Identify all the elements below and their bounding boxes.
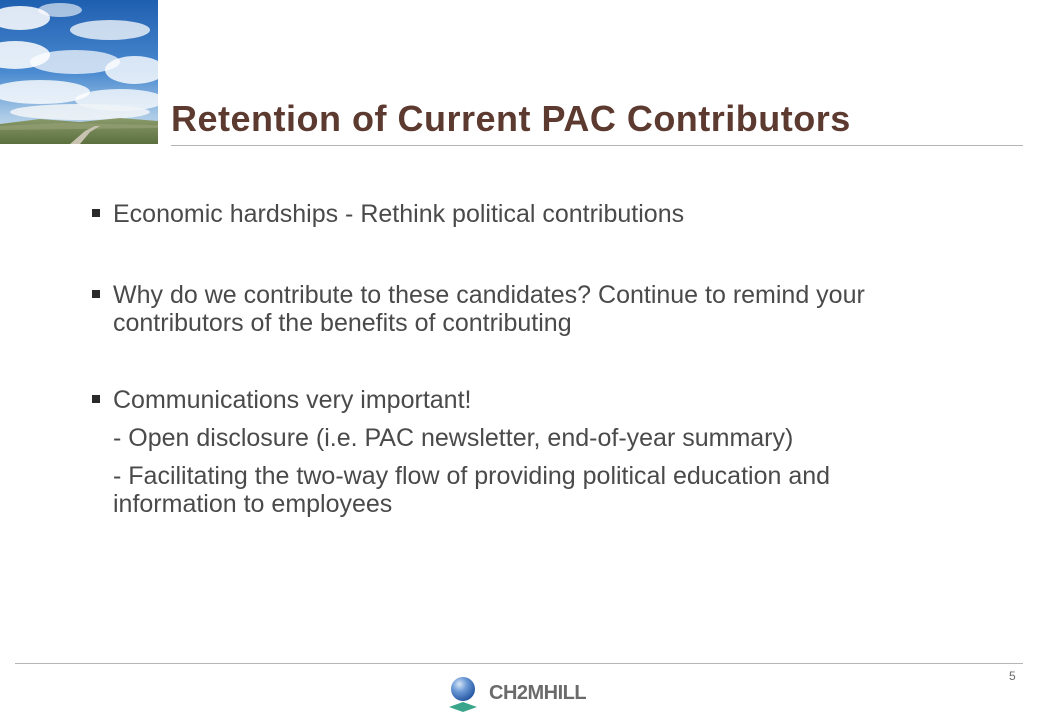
- square-bullet-icon: [92, 395, 100, 403]
- square-bullet-icon: [92, 209, 100, 217]
- sky-landscape-photo: [0, 0, 158, 144]
- bullet-text: Economic hardships - Rethink political contributions: [113, 200, 685, 228]
- logo-text: CH2MHILL: [489, 682, 587, 704]
- sub-item: - Open disclosure (i.e. PAC newsletter, end-of-year summary): [113, 424, 794, 452]
- bullet-text: Why do we contribute to these candidates? Continue to remind your contributors of the benefits of contributing: [113, 281, 865, 337]
- bullet-text: Communications very important!: [113, 386, 472, 414]
- bullet-item: [88, 386, 868, 414]
- footer-divider: [15, 663, 1023, 664]
- slide-title: Retention of Current PAC Contributors: [171, 98, 851, 139]
- title-divider: [171, 145, 1023, 146]
- bullet-list: [88, 200, 868, 518]
- bullet-item: [88, 200, 868, 228]
- square-bullet-icon: [92, 290, 100, 298]
- globe-icon: [446, 675, 486, 715]
- bullet-item: [88, 281, 868, 337]
- sub-item: - Facilitating the two-way flow of providing political education and information to employees: [113, 462, 831, 518]
- page-number: 5: [1009, 669, 1016, 683]
- company-logo: [446, 675, 606, 715]
